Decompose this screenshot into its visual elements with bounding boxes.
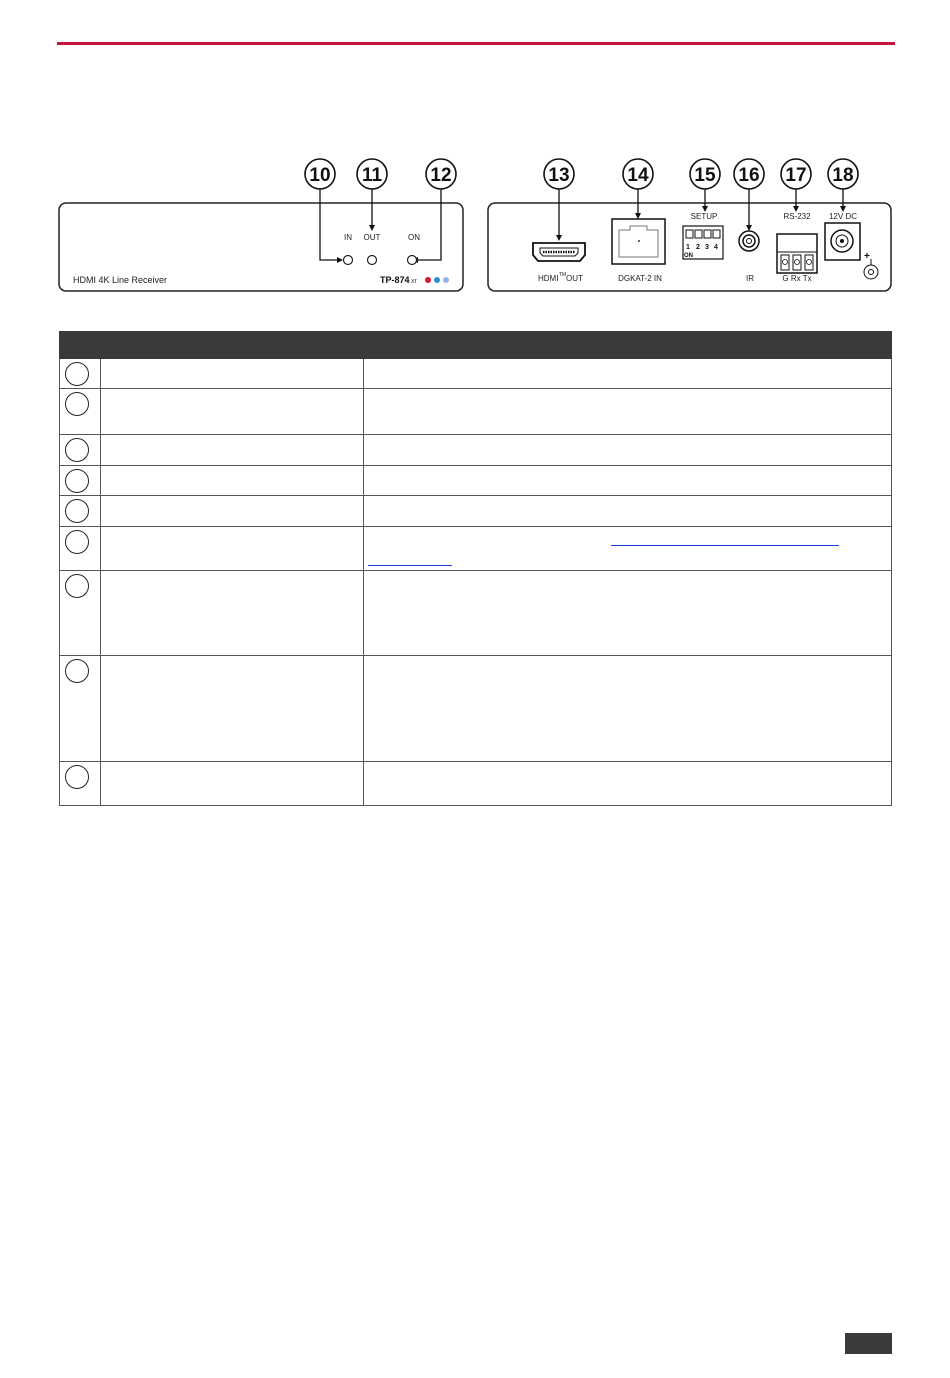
table-header	[60, 332, 892, 359]
col-number	[60, 332, 101, 359]
svg-text:2: 2	[696, 244, 700, 251]
model-suffix: xr	[411, 278, 417, 285]
table-row	[60, 571, 892, 656]
power-connector	[825, 223, 860, 260]
svg-text:10: 10	[309, 165, 331, 186]
callout-15	[690, 159, 720, 189]
power-label: 12V DC	[828, 212, 858, 221]
setup-label: SETUP	[690, 212, 718, 221]
polarity-plus: +	[864, 251, 870, 262]
hyperlink[interactable]	[364, 527, 891, 557]
table-row	[60, 496, 892, 527]
callout-13	[544, 159, 574, 189]
hdmi-out-port	[533, 243, 585, 261]
table-row	[60, 527, 892, 571]
callout-18	[828, 159, 858, 189]
callout-11	[357, 159, 387, 189]
front-panel	[59, 159, 463, 291]
led-in	[344, 256, 353, 265]
led-out-label: OUT	[363, 233, 381, 242]
red-dot	[425, 277, 431, 283]
svg-text:15: 15	[694, 165, 716, 186]
col-feature	[101, 332, 364, 359]
row-number-circle	[65, 469, 89, 493]
svg-text:18: 18	[832, 165, 854, 186]
callout-14	[623, 159, 653, 189]
svg-text:12: 12	[430, 165, 452, 186]
hdmi-label: HDMI	[538, 274, 559, 283]
row-number-circle	[65, 574, 89, 598]
svg-text:17: 17	[785, 165, 807, 186]
svg-text:11: 11	[361, 165, 383, 186]
hdmi-tm: TM	[559, 272, 567, 278]
row-number-circle	[65, 765, 89, 789]
led-on	[408, 256, 417, 265]
table-row	[60, 435, 892, 466]
svg-text:3: 3	[705, 244, 709, 251]
table-row	[60, 656, 892, 762]
table-row	[60, 359, 892, 389]
ir-label: IR	[746, 274, 754, 283]
row-number-circle	[65, 438, 89, 462]
model-label: TP-874	[380, 275, 410, 285]
row-number-circle	[65, 659, 89, 683]
led-on-label: ON	[408, 233, 420, 242]
table-row	[60, 762, 892, 806]
blue-dot	[434, 277, 440, 283]
product-label: HDMI 4K Line Receiver	[73, 275, 168, 285]
hdmi-out-label: OUT	[566, 274, 583, 283]
lightblue-dot	[443, 277, 449, 283]
rs232-label: RS-232	[783, 212, 811, 221]
dgkat-label: DGKAT-2 IN	[618, 274, 662, 283]
callout-17	[781, 159, 811, 189]
row-number-circle	[65, 499, 89, 523]
table-row	[60, 389, 892, 435]
device-diagram	[0, 0, 950, 310]
ir-jack	[739, 231, 759, 251]
callout-16	[734, 159, 764, 189]
feature-table	[59, 331, 892, 806]
svg-text:14: 14	[627, 165, 649, 186]
svg-text:16: 16	[738, 165, 760, 186]
rs232-pins-label: G Rx Tx	[782, 274, 812, 283]
table-row	[60, 466, 892, 496]
page-number-tab	[845, 1333, 892, 1354]
rs232-terminal	[777, 234, 817, 273]
led-out	[368, 256, 377, 265]
callout-10	[305, 159, 335, 189]
led-in-label: IN	[344, 233, 352, 242]
svg-text:4: 4	[714, 244, 718, 251]
row-number-circle	[65, 362, 89, 386]
dgkat-port	[612, 219, 665, 264]
svg-text:1: 1	[686, 244, 690, 251]
setup-dip-switch	[683, 226, 723, 259]
svg-text:ON: ON	[684, 253, 693, 259]
col-function	[364, 332, 892, 359]
row-number-circle	[65, 392, 89, 416]
callout-12	[426, 159, 456, 189]
rear-panel	[488, 159, 891, 291]
svg-text:13: 13	[548, 165, 570, 186]
row-number-circle	[65, 530, 89, 554]
